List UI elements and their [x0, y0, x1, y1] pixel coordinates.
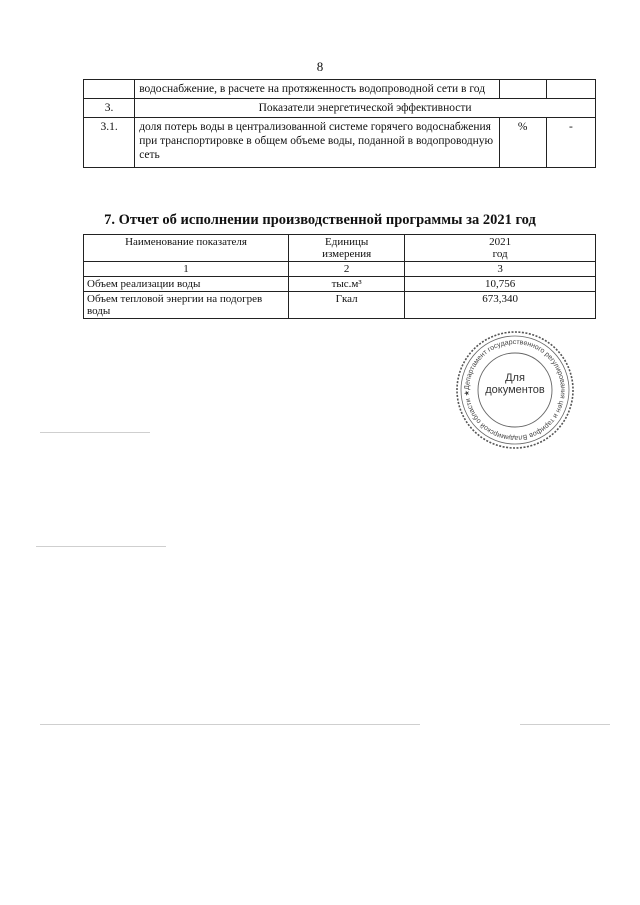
stamp-ring-text: Департамент государственного регулирования цен и тарифов Владимирской области ★: [463, 338, 567, 442]
section-title: 7. Отчет об исполнении производственной программы за 2021 год: [104, 212, 536, 228]
table-row: [84, 277, 596, 292]
table-row: [84, 99, 596, 118]
row-value: 10,756: [405, 277, 596, 292]
scan-artifact: [520, 724, 610, 725]
index-cell: 1: [84, 262, 289, 277]
scan-artifact: [40, 724, 420, 725]
page-number: 8: [316, 59, 324, 74]
header-year: [405, 235, 596, 262]
row-value: [546, 80, 595, 99]
row-unit: Гкал: [289, 292, 405, 319]
row-value: 673,340: [405, 292, 596, 319]
indicators-table: [83, 79, 596, 168]
header-year-line1: 2021: [489, 236, 512, 248]
header-unit: [289, 235, 405, 262]
stamp-center-text: [455, 372, 575, 396]
scan-artifact: [36, 546, 166, 547]
index-cell: 2: [289, 262, 405, 277]
row-number: [84, 80, 135, 99]
row-unit: [499, 80, 546, 99]
report-table: [83, 234, 596, 319]
stamp-line2: документов: [485, 384, 545, 396]
table-row: [84, 80, 596, 99]
header-unit-line2: измерения: [322, 248, 372, 260]
row-name: водоснабжение, в расчете на протяженность водопроводной сети в год: [135, 80, 499, 99]
row-unit: %: [499, 118, 546, 168]
row-number: 3.1.: [84, 118, 135, 168]
section-heading-cell: Показатели энергетической эффективности: [135, 99, 596, 118]
row-name: Объем тепловой энергии на подогрев воды: [84, 292, 289, 319]
row-name: Объем реализации воды: [84, 277, 289, 292]
row-value: -: [546, 118, 595, 168]
index-row: [84, 262, 596, 277]
scan-artifact: [40, 432, 150, 433]
header-row: [84, 235, 596, 262]
header-unit-line1: Единицы: [325, 236, 369, 248]
row-name: доля потерь воды в централизованной системе горячего водоснабжения при транспортировке в общем объеме воды, поданной в водопроводную сеть: [135, 118, 499, 168]
seal-stamp: [455, 330, 575, 450]
row-number: 3.: [84, 99, 135, 118]
row-unit: тыс.м³: [289, 277, 405, 292]
index-cell: 3: [405, 262, 596, 277]
header-year-line2: год: [492, 248, 508, 260]
table-row: [84, 118, 596, 168]
header-name: Наименование показателя: [84, 235, 289, 262]
table-row: [84, 292, 596, 319]
stamp-line1: Для: [505, 372, 525, 384]
